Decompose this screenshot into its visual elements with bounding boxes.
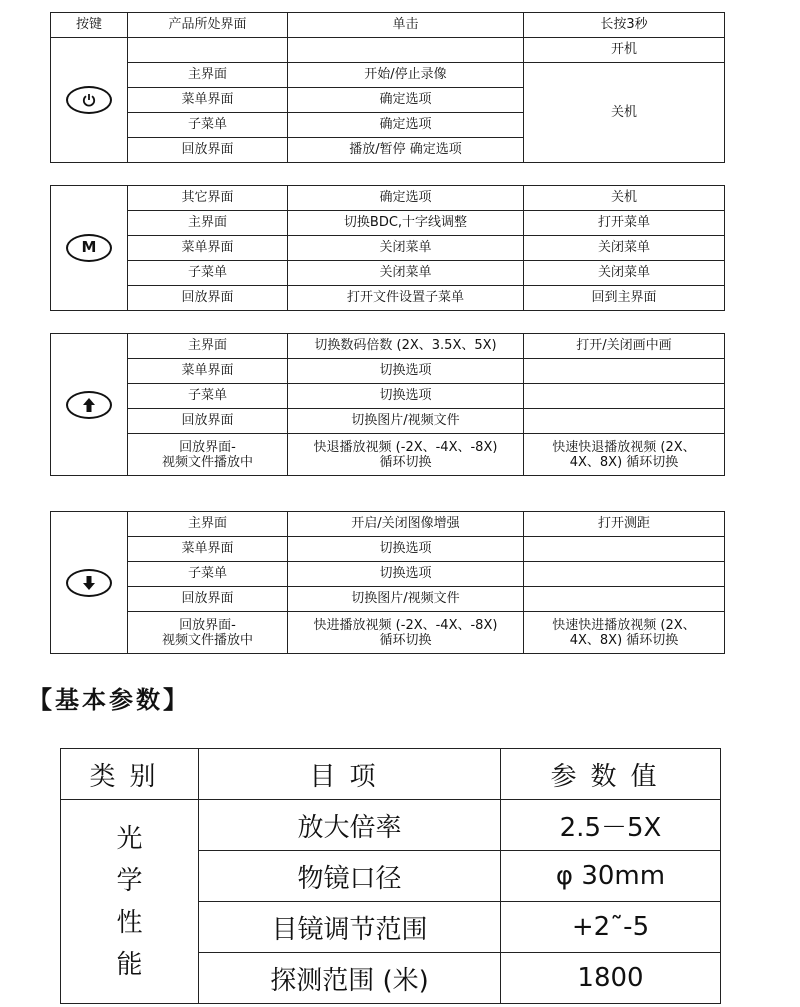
screen-cell: 子菜单 <box>128 384 288 409</box>
screen-cell: 其它界面 <box>128 186 288 211</box>
click-line: 快进播放视频 (-2X、-4X、-8X) <box>313 617 498 633</box>
down-key-cell <box>51 512 128 654</box>
up-key-table <box>50 333 725 476</box>
down-key-table <box>50 511 725 654</box>
long-press-cell <box>524 562 725 587</box>
value-cell: 2.5－5X <box>501 800 721 851</box>
table-row <box>51 587 725 612</box>
long-press-cell: 打开/关闭画中画 <box>524 334 725 359</box>
click-cell: 切换选项 <box>288 562 524 587</box>
screen-cell: 子菜单 <box>128 562 288 587</box>
screen-line: 回放界面- <box>179 617 236 633</box>
item-cell: 目镜调节范围 <box>199 902 501 953</box>
table-row <box>51 286 725 311</box>
power-icon <box>66 86 112 114</box>
click-cell: 确定选项 <box>288 113 524 138</box>
table-row <box>51 409 725 434</box>
screen-cell: 主界面 <box>128 211 288 236</box>
click-cell <box>288 38 524 63</box>
click-cell <box>288 434 524 476</box>
click-cell: 关闭菜单 <box>288 236 524 261</box>
screen-cell: 菜单界面 <box>128 88 288 113</box>
table-row <box>51 562 725 587</box>
table-row <box>51 236 725 261</box>
table-row <box>61 800 721 851</box>
click-cell: 切换选项 <box>288 359 524 384</box>
table-header-row <box>61 749 721 800</box>
screen-line: 回放界面- <box>179 439 236 455</box>
long-press-cell: 打开测距 <box>524 512 725 537</box>
table-row <box>51 334 725 359</box>
m-key-table <box>50 185 725 311</box>
arrow-down-icon <box>66 569 112 597</box>
power-key-table <box>50 12 725 163</box>
value-cell: 1800 <box>501 953 721 1004</box>
screen-cell: 主界面 <box>128 334 288 359</box>
screen-cell: 主界面 <box>128 512 288 537</box>
table-row <box>51 63 725 88</box>
screen-cell: 回放界面 <box>128 286 288 311</box>
click-cell: 开始/停止录像 <box>288 63 524 88</box>
screen-cell <box>128 38 288 63</box>
screen-cell: 菜单界面 <box>128 537 288 562</box>
header-screen: 产品所处界面 <box>128 13 288 38</box>
click-cell: 确定选项 <box>288 88 524 113</box>
screen-cell: 回放界面 <box>128 587 288 612</box>
long-press-cell <box>524 587 725 612</box>
long-press-cell <box>524 359 725 384</box>
long-press-cell: 打开菜单 <box>524 211 725 236</box>
table-row <box>51 537 725 562</box>
click-cell: 打开文件设置子菜单 <box>288 286 524 311</box>
click-cell: 切换选项 <box>288 537 524 562</box>
item-cell: 探测范围 (米) <box>199 953 501 1004</box>
value-cell: +2˜-5 <box>501 902 721 953</box>
header-key: 按键 <box>51 13 128 38</box>
click-cell: 播放/暂停 确定选项 <box>288 138 524 163</box>
click-cell <box>288 612 524 654</box>
click-line: 循环切换 <box>379 632 432 648</box>
screen-cell <box>128 434 288 476</box>
arrow-up-icon <box>66 391 112 419</box>
category-char: 性 <box>116 907 143 938</box>
item-cell: 物镜口径 <box>199 851 501 902</box>
header-click: 单击 <box>288 13 524 38</box>
long-press-line: 4X、8X) 循环切换 <box>569 632 679 648</box>
table-row <box>51 38 725 63</box>
screen-line: 视频文件播放中 <box>161 632 253 648</box>
table-row <box>51 186 725 211</box>
screen-line: 视频文件播放中 <box>161 454 253 470</box>
header-item: 目项 <box>199 749 501 800</box>
category-cell <box>61 800 199 1004</box>
long-press-line: 4X、8X) 循环切换 <box>569 454 679 470</box>
parameters-table <box>60 748 721 1004</box>
long-press-cell <box>524 384 725 409</box>
long-press-cell: 关机 <box>524 63 725 163</box>
screen-cell: 主界面 <box>128 63 288 88</box>
click-line: 快退播放视频 (-2X、-4X、-8X) <box>313 439 498 455</box>
up-key-cell <box>51 334 128 476</box>
category-char: 学 <box>116 865 143 896</box>
screen-cell: 菜单界面 <box>128 359 288 384</box>
table-row <box>51 384 725 409</box>
header-long-press: 长按3秒 <box>524 13 725 38</box>
value-cell: φ 30mm <box>501 851 721 902</box>
table-row <box>51 612 725 654</box>
screen-cell <box>128 612 288 654</box>
long-press-line: 快速快进播放视频 (2X、 <box>552 617 696 633</box>
click-cell: 切换BDC,十字线调整 <box>288 211 524 236</box>
table-row <box>51 211 725 236</box>
table-row <box>51 512 725 537</box>
click-cell: 切换数码倍数 (2X、3.5X、5X) <box>288 334 524 359</box>
screen-cell: 回放界面 <box>128 409 288 434</box>
header-value: 参数值 <box>501 749 721 800</box>
power-key-cell <box>51 38 128 163</box>
section-title: 【基本参数】 <box>28 686 190 714</box>
click-line: 循环切换 <box>379 454 432 470</box>
m-key-cell <box>51 186 128 311</box>
long-press-cell: 关闭菜单 <box>524 261 725 286</box>
screen-cell: 回放界面 <box>128 138 288 163</box>
long-press-cell: 关机 <box>524 186 725 211</box>
long-press-cell: 回到主界面 <box>524 286 725 311</box>
long-press-cell: 关闭菜单 <box>524 236 725 261</box>
screen-cell: 子菜单 <box>128 113 288 138</box>
long-press-line: 快速快退播放视频 (2X、 <box>552 439 696 455</box>
table-header-row <box>51 13 725 38</box>
click-cell: 确定选项 <box>288 186 524 211</box>
long-press-cell <box>524 434 725 476</box>
click-cell: 切换图片/视频文件 <box>288 409 524 434</box>
long-press-cell <box>524 612 725 654</box>
click-cell: 关闭菜单 <box>288 261 524 286</box>
table-row <box>51 434 725 476</box>
header-category: 类别 <box>61 749 199 800</box>
long-press-cell <box>524 409 725 434</box>
item-cell: 放大倍率 <box>199 800 501 851</box>
long-press-cell <box>524 537 725 562</box>
click-cell: 切换选项 <box>288 384 524 409</box>
screen-cell: 子菜单 <box>128 261 288 286</box>
click-cell: 开启/关闭图像增强 <box>288 512 524 537</box>
long-press-cell: 开机 <box>524 38 725 63</box>
table-row <box>51 359 725 384</box>
screen-cell: 菜单界面 <box>128 236 288 261</box>
category-char: 能 <box>116 949 143 980</box>
category-char: 光 <box>116 823 143 854</box>
click-cell: 切换图片/视频文件 <box>288 587 524 612</box>
table-row <box>51 261 725 286</box>
m-key-icon: M <box>66 234 112 262</box>
